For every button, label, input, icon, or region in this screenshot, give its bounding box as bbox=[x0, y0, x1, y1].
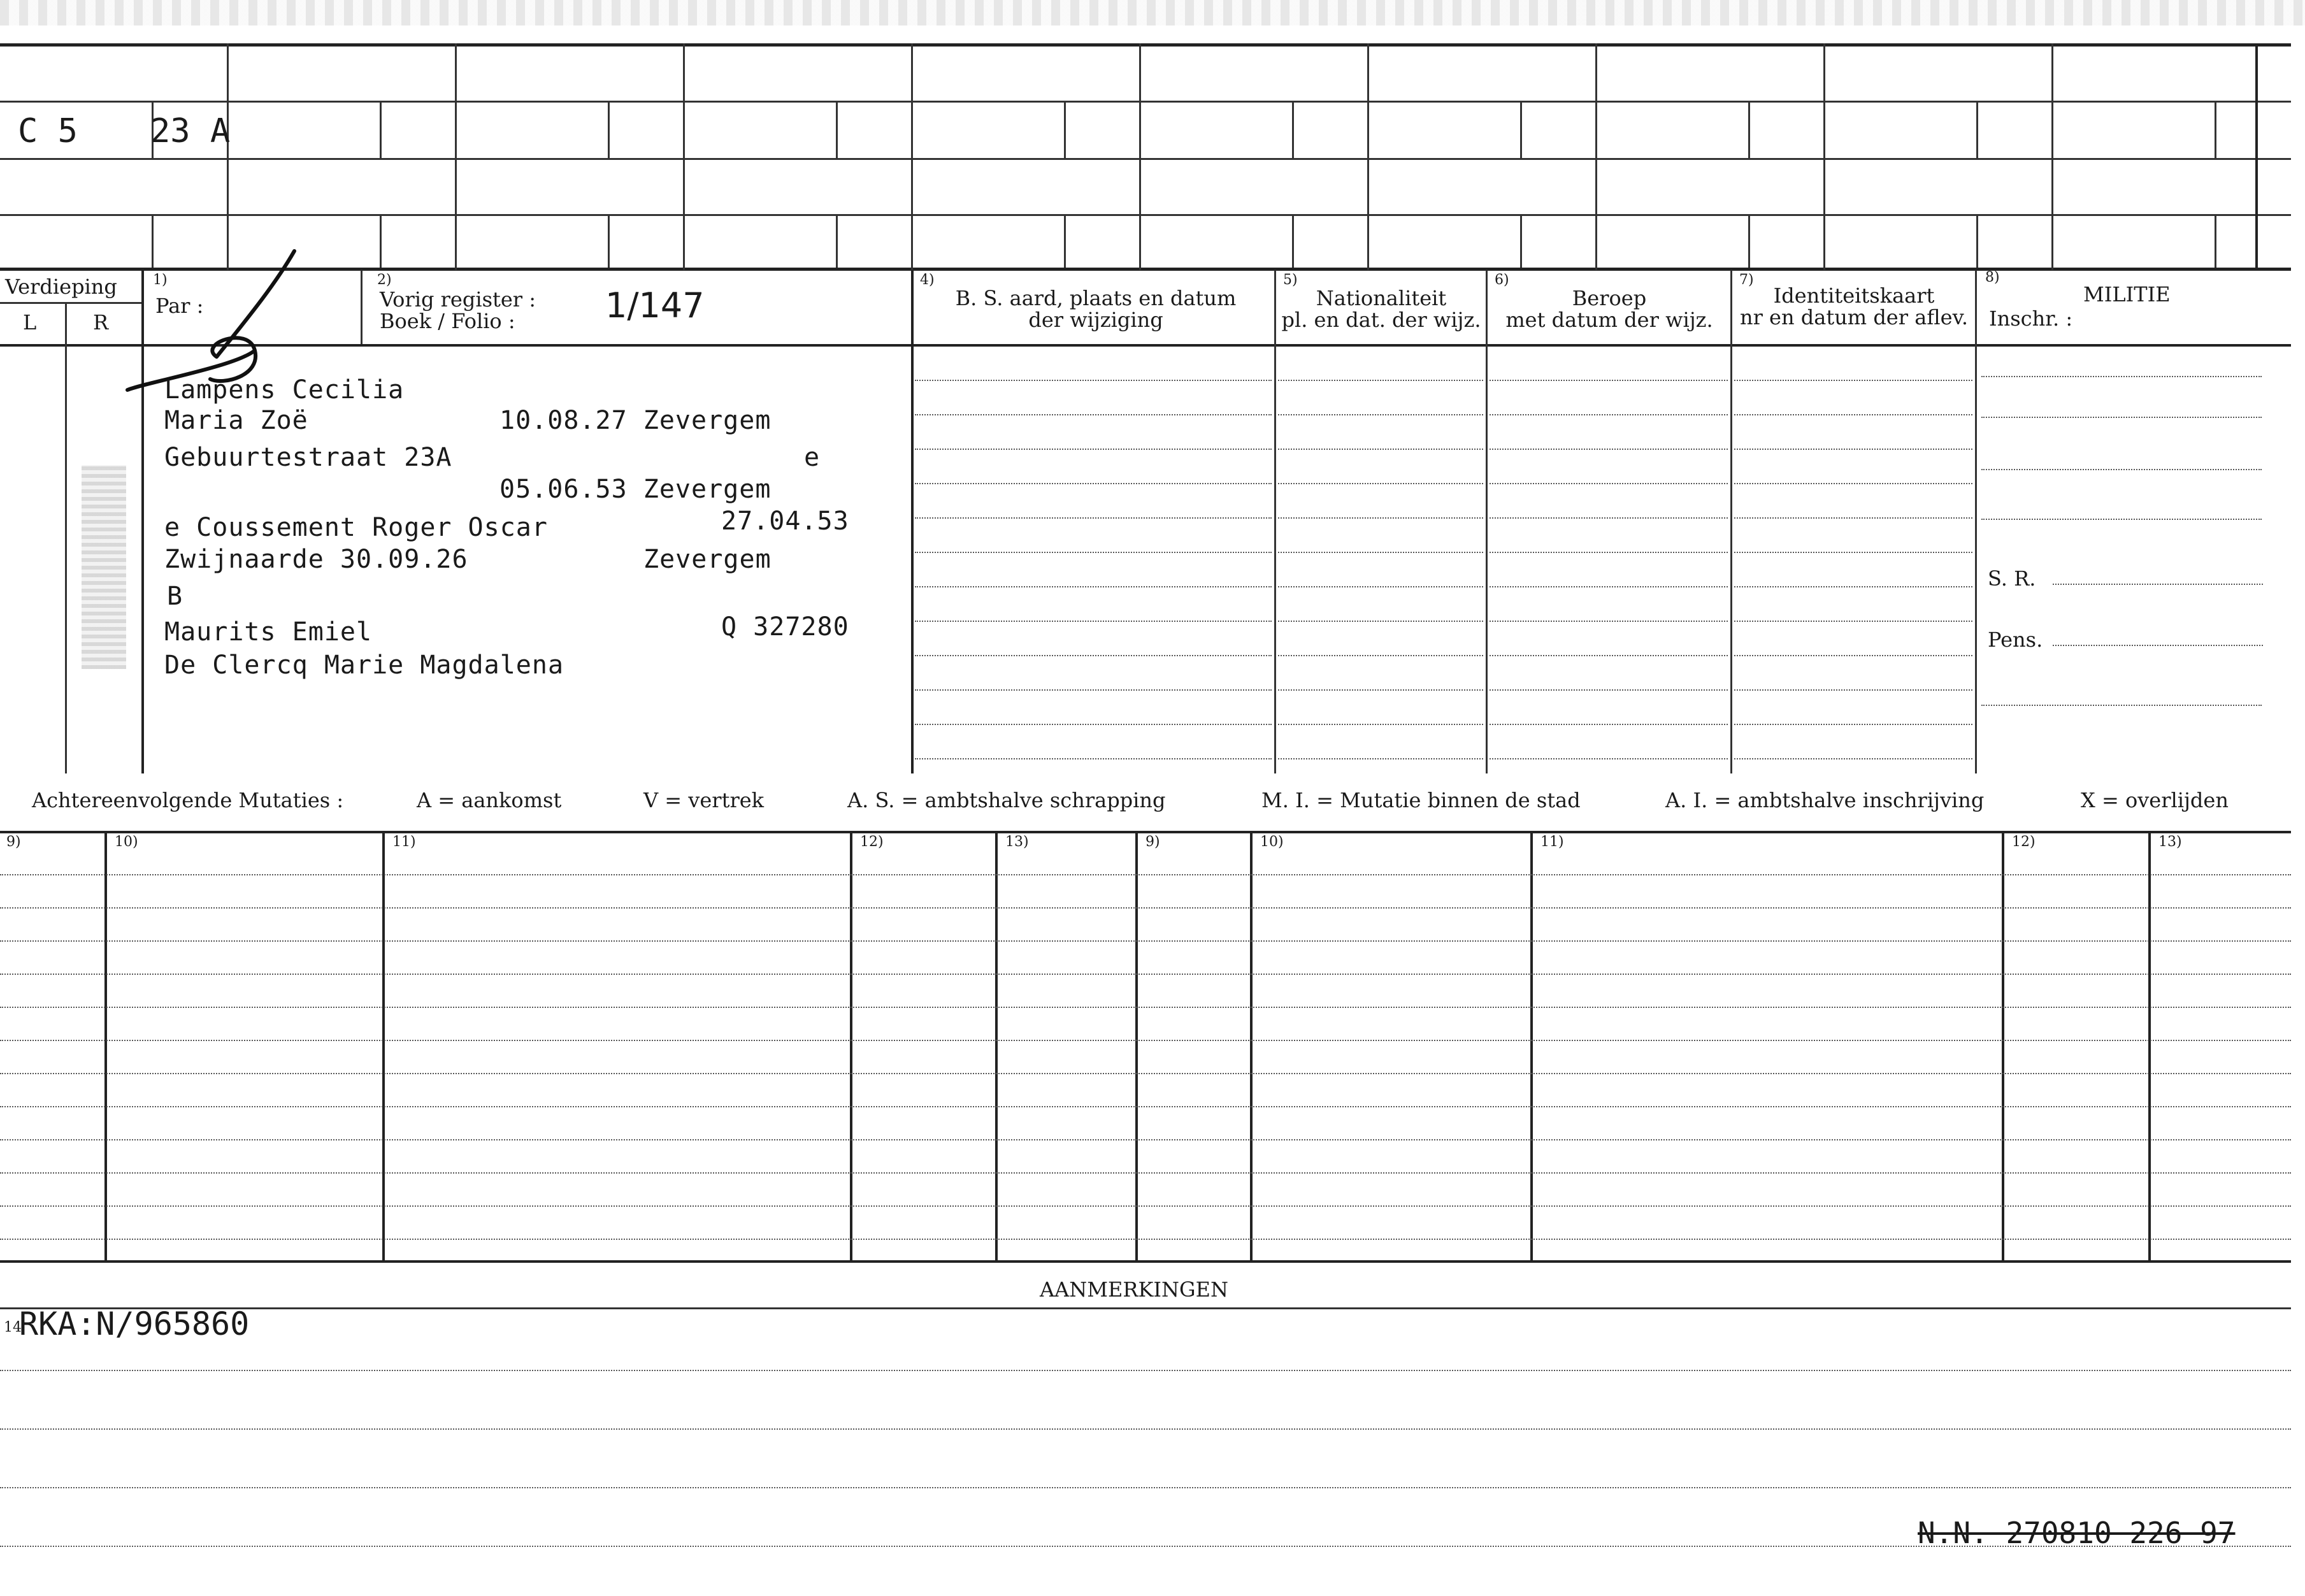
col4-line1: B. S. aard, plaats en datum bbox=[955, 286, 1237, 310]
legend-death: X = overlijden bbox=[2081, 788, 2229, 812]
ruling-line bbox=[1748, 101, 1750, 158]
mut-right-col10: 10) bbox=[1260, 834, 1284, 850]
col5-line2: pl. en dat. der wijz. bbox=[1281, 308, 1481, 332]
ruling-line bbox=[1367, 43, 1369, 270]
col8-number: 8) bbox=[1985, 270, 2000, 285]
marker-b: B bbox=[167, 582, 183, 611]
legend-title: Achtereenvolgende Mutaties : bbox=[32, 788, 344, 812]
ruling-line bbox=[1734, 517, 1972, 519]
ruling-line bbox=[915, 380, 1272, 381]
col6-number: 6) bbox=[1495, 272, 1509, 288]
vorig-register-label: Vorig register : bbox=[380, 287, 536, 312]
ruling-line bbox=[1278, 655, 1483, 656]
verdieping-right-label: R bbox=[93, 310, 109, 334]
folio-value: 1/147 bbox=[605, 285, 705, 326]
ruling-line bbox=[2215, 101, 2216, 158]
ruling-line bbox=[1490, 586, 1728, 587]
ruling-line bbox=[915, 758, 1272, 759]
ruling-line bbox=[2215, 214, 2216, 268]
ruling-line bbox=[1064, 214, 1066, 268]
ruling-line bbox=[1278, 724, 1483, 725]
ruling-line bbox=[915, 724, 1272, 725]
ruling-line bbox=[1064, 101, 1066, 158]
marriage-info: 05.06.53 Zevergem bbox=[499, 475, 772, 504]
ruling-line bbox=[1734, 689, 1972, 691]
ruling-line bbox=[915, 449, 1272, 450]
ruling-line bbox=[0, 907, 2291, 909]
ruling-line bbox=[1976, 101, 1978, 158]
ruling-line bbox=[1490, 621, 1728, 622]
ruling-line bbox=[0, 974, 2291, 975]
ruling-line bbox=[455, 43, 457, 270]
verdieping-label: Verdieping bbox=[5, 275, 117, 299]
mut-left-col10: 10) bbox=[115, 834, 138, 850]
ruling-line bbox=[1292, 101, 1294, 158]
ruling-line bbox=[380, 214, 382, 268]
ruling-line bbox=[683, 43, 685, 270]
ruling-line bbox=[0, 1546, 2291, 1547]
col6-line2: met datum der wijz. bbox=[1505, 308, 1713, 332]
ruling-line bbox=[1490, 724, 1728, 725]
house-number: 23 A bbox=[150, 112, 231, 150]
national-number: N.N. 270810 226 97 bbox=[1918, 1516, 2236, 1550]
legend-arrival: A = aankomst bbox=[417, 788, 562, 812]
col5-line1: Nationaliteit bbox=[1316, 286, 1447, 310]
inschr-label: Inschr. : bbox=[1989, 306, 2073, 331]
sr-label: S. R. bbox=[1988, 566, 2036, 591]
mut-right-col9: 9) bbox=[1145, 834, 1160, 850]
ruling-line bbox=[915, 483, 1272, 484]
ruling-line bbox=[1490, 655, 1728, 656]
ruling-line bbox=[380, 101, 382, 158]
pens-label: Pens. bbox=[1988, 628, 2043, 652]
ruling-line bbox=[0, 1106, 2291, 1107]
ruling-line bbox=[1278, 586, 1483, 587]
ruling-line bbox=[1520, 101, 1522, 158]
ruling-line bbox=[1490, 689, 1728, 691]
ruling-line bbox=[1278, 414, 1483, 415]
spouse-date: 27.04.53 bbox=[721, 507, 849, 536]
ruling-line bbox=[1748, 214, 1750, 268]
ruling-line bbox=[1278, 689, 1483, 691]
boek-folio-label: Boek / Folio : bbox=[380, 309, 515, 333]
militie-title: MILITIE bbox=[2083, 282, 2171, 306]
legend-strike: A. S. = ambtshalve schrapping bbox=[847, 788, 1166, 812]
ruling-line bbox=[1278, 552, 1483, 553]
mut-left-col13: 13) bbox=[1005, 834, 1029, 850]
ruling-line bbox=[911, 43, 913, 270]
mut-right-col13: 13) bbox=[2158, 834, 2182, 850]
ruling-line bbox=[836, 101, 838, 158]
ruling-line bbox=[1734, 380, 1972, 381]
ruling-line bbox=[1734, 483, 1972, 484]
ruling-line bbox=[0, 1040, 2291, 1041]
stamp-smudge bbox=[82, 465, 126, 669]
ruling-line bbox=[0, 1172, 2291, 1174]
ruling-line bbox=[1278, 380, 1483, 381]
ruling-line bbox=[0, 874, 2291, 875]
ruling-line bbox=[1734, 758, 1972, 759]
ruling-line bbox=[1734, 724, 1972, 725]
scan-top-edge bbox=[0, 0, 2305, 25]
col2-number: 2) bbox=[377, 272, 392, 288]
remarks-title: AANMERKINGEN bbox=[1040, 1277, 1228, 1302]
ruling-line bbox=[915, 552, 1272, 553]
ruling-line bbox=[0, 1007, 2291, 1008]
ruling-line bbox=[915, 586, 1272, 587]
legend-internal: M. I. = Mutatie binnen de stad bbox=[1261, 788, 1581, 812]
remarks-number: 14 bbox=[4, 1319, 22, 1335]
name-line2: Maria Zoë bbox=[164, 406, 308, 435]
father-name: Maurits Emiel bbox=[164, 617, 373, 647]
ruling-line bbox=[1278, 517, 1483, 519]
name-line1: Lampens Cecilia bbox=[164, 375, 405, 405]
col7-number: 7) bbox=[1739, 272, 1754, 288]
ruling-line bbox=[0, 1239, 2291, 1240]
verdieping-left-label: L bbox=[23, 310, 37, 334]
ruling-line bbox=[0, 1428, 2291, 1430]
ruling-line bbox=[1520, 214, 1522, 268]
ruling-line bbox=[1490, 517, 1728, 519]
ruling-line bbox=[0, 1487, 2291, 1488]
section-code: C 5 bbox=[18, 112, 78, 150]
ruling-line bbox=[1490, 483, 1728, 484]
ruling-line bbox=[1139, 43, 1141, 270]
address: Gebuurtestraat 23A bbox=[164, 443, 452, 472]
ruling-line bbox=[1734, 552, 1972, 553]
mut-right-col12: 12) bbox=[2012, 834, 2036, 850]
ruling-line bbox=[0, 1139, 2291, 1140]
ruling-line bbox=[1490, 758, 1728, 759]
legend-departure: V = vertrek bbox=[643, 788, 765, 812]
ruling-line bbox=[1734, 621, 1972, 622]
reference-code: Q 327280 bbox=[721, 612, 849, 642]
col6-line1: Beroep bbox=[1572, 286, 1647, 310]
col1-number: 1) bbox=[153, 272, 168, 288]
ruling-line bbox=[1976, 214, 1978, 268]
ruling-line bbox=[1292, 214, 1294, 268]
ruling-line bbox=[2051, 43, 2053, 270]
col7-line2: nr en datum der aflev. bbox=[1739, 305, 1969, 329]
col7-line1: Identiteitskaart bbox=[1773, 284, 1935, 308]
ruling-line bbox=[1734, 586, 1972, 587]
ruling-line bbox=[0, 1370, 2291, 1371]
ruling-line bbox=[1734, 655, 1972, 656]
ruling-line bbox=[0, 1073, 2291, 1074]
ruling-line bbox=[1278, 621, 1483, 622]
ruling-line bbox=[1595, 43, 1597, 270]
mut-left-col9: 9) bbox=[6, 834, 21, 850]
mut-left-col11: 11) bbox=[392, 834, 416, 850]
mut-left-col12: 12) bbox=[860, 834, 884, 850]
ruling-line bbox=[0, 940, 2291, 942]
handwritten-par-mark bbox=[121, 248, 312, 395]
mut-right-col11: 11) bbox=[1540, 834, 1564, 850]
par-label: Par : bbox=[155, 294, 204, 318]
ruling-line bbox=[1278, 483, 1483, 484]
ruling-line bbox=[1278, 449, 1483, 450]
ruling-line bbox=[915, 689, 1272, 691]
legend-registration: A. I. = ambtshalve inschrijving bbox=[1665, 788, 1985, 812]
ruling-line bbox=[915, 517, 1272, 519]
ruling-line bbox=[1490, 449, 1728, 450]
spouse-birth: Zwijnaarde 30.09.26 bbox=[164, 545, 468, 574]
ruling-line bbox=[915, 414, 1272, 415]
ruling-line bbox=[1823, 43, 1825, 270]
spouse-place: Zevergem bbox=[643, 545, 772, 574]
ruling-line bbox=[1278, 758, 1483, 759]
ruling-line bbox=[1490, 380, 1728, 381]
ruling-line bbox=[0, 1205, 2291, 1207]
birth-info: 10.08.27 Zevergem bbox=[499, 406, 772, 435]
spouse-name: e Coussement Roger Oscar bbox=[164, 513, 548, 542]
ruling-line bbox=[608, 214, 610, 268]
ruling-line bbox=[608, 101, 610, 158]
marker-e: e bbox=[804, 443, 821, 472]
ruling-line bbox=[1734, 449, 1972, 450]
ruling-line bbox=[227, 43, 229, 270]
col5-number: 5) bbox=[1283, 272, 1298, 288]
col4-number: 4) bbox=[920, 272, 935, 288]
remarks-entry: RKA:N/965860 bbox=[19, 1305, 250, 1342]
ruling-line bbox=[1490, 414, 1728, 415]
col4-line2: der wijziging bbox=[1028, 308, 1163, 332]
ruling-line bbox=[915, 621, 1272, 622]
ruling-line bbox=[836, 214, 838, 268]
mother-name: De Clercq Marie Magdalena bbox=[164, 651, 564, 680]
ruling-line bbox=[915, 655, 1272, 656]
ruling-line bbox=[1490, 552, 1728, 553]
ruling-line bbox=[1734, 414, 1972, 415]
